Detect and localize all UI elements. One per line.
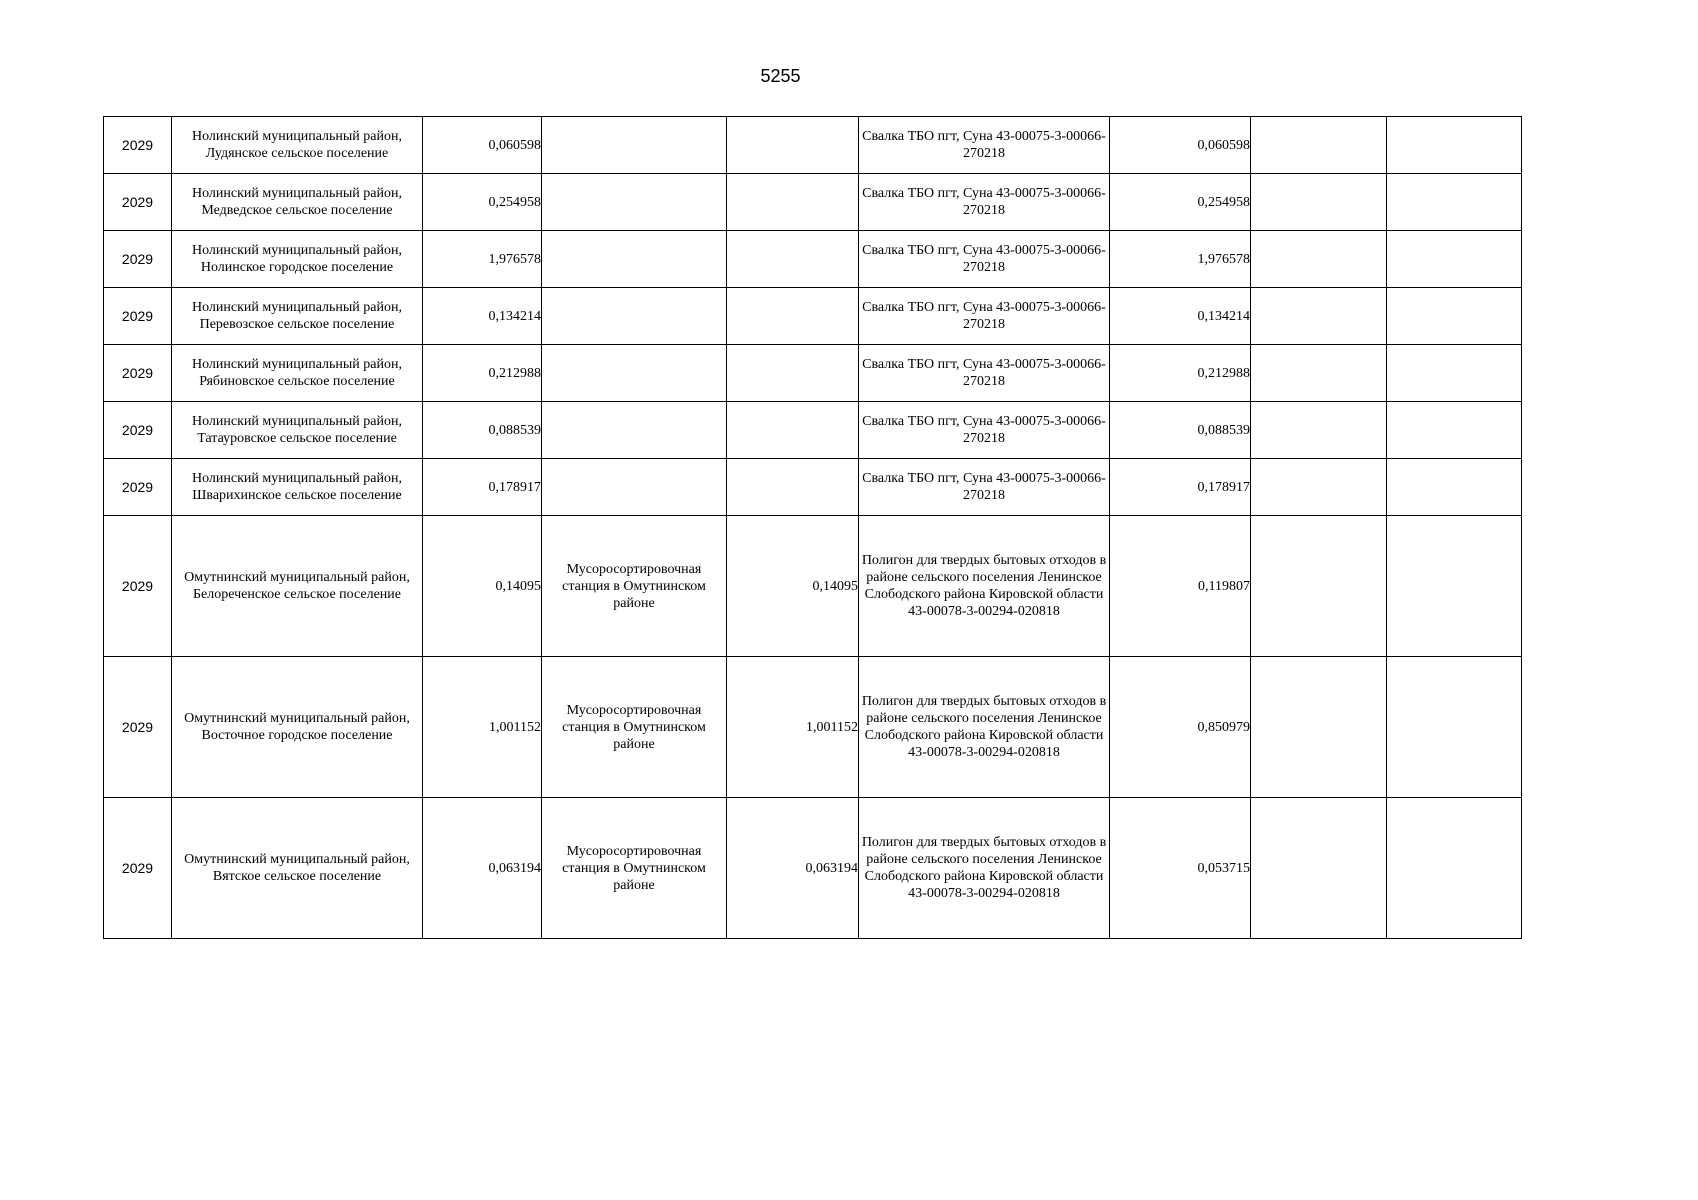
territory-cell: Нолинский муниципальный район, Нолинское городское поселение [172, 231, 423, 288]
facility-cell: Мусоросортировочная станция в Омутнинском районе [542, 516, 727, 657]
territory-cell: Омутнинский муниципальный район, Вятское сельское поселение [172, 798, 423, 939]
table-row [104, 288, 1522, 345]
empty-cell [1387, 798, 1522, 939]
empty-cell [1387, 516, 1522, 657]
table-row [104, 516, 1522, 657]
destination-cell: Полигон для твердых бытовых отходов в районе сельского поселения Ленинское Слободского района Кировской области 43-00078-3-00294-020818 [859, 657, 1110, 798]
value1-cell: 1,001152 [423, 657, 542, 798]
empty-cell [1387, 174, 1522, 231]
value2-cell [727, 345, 859, 402]
destination-cell: Свалка ТБО пгт, Суна 43-00075-3-00066-270218 [859, 174, 1110, 231]
year-cell: 2029 [104, 288, 172, 345]
value3-cell: 0,119807 [1110, 516, 1251, 657]
destination-cell: Свалка ТБО пгт, Суна 43-00075-3-00066-270218 [859, 402, 1110, 459]
empty-cell [1251, 402, 1387, 459]
value2-cell [727, 231, 859, 288]
destination-cell: Полигон для твердых бытовых отходов в районе сельского поселения Ленинское Слободского района Кировской области 43-00078-3-00294-020818 [859, 516, 1110, 657]
empty-cell [1251, 459, 1387, 516]
table-row [104, 174, 1522, 231]
territory-cell: Нолинский муниципальный район, Татауровское сельское поселение [172, 402, 423, 459]
value2-cell: 0,063194 [727, 798, 859, 939]
value1-cell: 0,088539 [423, 402, 542, 459]
value3-cell: 0,254958 [1110, 174, 1251, 231]
territory-cell: Нолинский муниципальный район, Перевозское сельское поселение [172, 288, 423, 345]
empty-cell [1251, 516, 1387, 657]
table-row [104, 459, 1522, 516]
value3-cell: 0,178917 [1110, 459, 1251, 516]
value1-cell: 0,063194 [423, 798, 542, 939]
year-cell: 2029 [104, 231, 172, 288]
value2-cell [727, 402, 859, 459]
territory-cell: Нолинский муниципальный район, Шварихинское сельское поселение [172, 459, 423, 516]
empty-cell [1387, 657, 1522, 798]
table-row [104, 657, 1522, 798]
value1-cell: 0,14095 [423, 516, 542, 657]
year-cell: 2029 [104, 516, 172, 657]
facility-cell: Мусоросортировочная станция в Омутнинском районе [542, 657, 727, 798]
facility-cell [542, 174, 727, 231]
table-row [104, 798, 1522, 939]
empty-cell [1251, 231, 1387, 288]
empty-cell [1387, 288, 1522, 345]
waste-flow-table [103, 116, 1522, 939]
empty-cell [1251, 117, 1387, 174]
value3-cell: 0,060598 [1110, 117, 1251, 174]
facility-cell [542, 345, 727, 402]
empty-cell [1387, 459, 1522, 516]
value3-cell: 0,850979 [1110, 657, 1251, 798]
year-cell: 2029 [104, 174, 172, 231]
destination-cell: Свалка ТБО пгт, Суна 43-00075-3-00066-270218 [859, 117, 1110, 174]
empty-cell [1251, 345, 1387, 402]
value1-cell: 0,178917 [423, 459, 542, 516]
empty-cell [1387, 345, 1522, 402]
table-row [104, 345, 1522, 402]
empty-cell [1387, 402, 1522, 459]
table-row [104, 231, 1522, 288]
territory-cell: Нолинский муниципальный район, Лудянское сельское поселение [172, 117, 423, 174]
empty-cell [1387, 117, 1522, 174]
year-cell: 2029 [104, 402, 172, 459]
territory-cell: Омутнинский муниципальный район, Белореченское сельское поселение [172, 516, 423, 657]
value1-cell: 0,254958 [423, 174, 542, 231]
value3-cell: 1,976578 [1110, 231, 1251, 288]
year-cell: 2029 [104, 657, 172, 798]
facility-cell [542, 117, 727, 174]
value2-cell [727, 117, 859, 174]
value3-cell: 0,088539 [1110, 402, 1251, 459]
destination-cell: Свалка ТБО пгт, Суна 43-00075-3-00066-270218 [859, 288, 1110, 345]
destination-cell: Полигон для твердых бытовых отходов в районе сельского поселения Ленинское Слободского района Кировской области 43-00078-3-00294-020818 [859, 798, 1110, 939]
destination-cell: Свалка ТБО пгт, Суна 43-00075-3-00066-270218 [859, 459, 1110, 516]
facility-cell: Мусоросортировочная станция в Омутнинском районе [542, 798, 727, 939]
value3-cell: 0,212988 [1110, 345, 1251, 402]
value2-cell: 0,14095 [727, 516, 859, 657]
year-cell: 2029 [104, 798, 172, 939]
year-cell: 2029 [104, 117, 172, 174]
facility-cell [542, 402, 727, 459]
facility-cell [542, 288, 727, 345]
empty-cell [1251, 288, 1387, 345]
empty-cell [1251, 798, 1387, 939]
empty-cell [1251, 657, 1387, 798]
table-body [104, 117, 1522, 939]
territory-cell: Нолинский муниципальный район, Рябиновское сельское поселение [172, 345, 423, 402]
value2-cell [727, 459, 859, 516]
year-cell: 2029 [104, 345, 172, 402]
value1-cell: 1,976578 [423, 231, 542, 288]
empty-cell [1387, 231, 1522, 288]
value2-cell [727, 288, 859, 345]
empty-cell [1251, 174, 1387, 231]
value2-cell [727, 174, 859, 231]
value3-cell: 0,053715 [1110, 798, 1251, 939]
value2-cell: 1,001152 [727, 657, 859, 798]
value1-cell: 0,060598 [423, 117, 542, 174]
table-row [104, 117, 1522, 174]
territory-cell: Нолинский муниципальный район, Медведское сельское поселение [172, 174, 423, 231]
value1-cell: 0,134214 [423, 288, 542, 345]
destination-cell: Свалка ТБО пгт, Суна 43-00075-3-00066-270218 [859, 231, 1110, 288]
territory-cell: Омутнинский муниципальный район, Восточное городское поселение [172, 657, 423, 798]
destination-cell: Свалка ТБО пгт, Суна 43-00075-3-00066-270218 [859, 345, 1110, 402]
table-row [104, 402, 1522, 459]
year-cell: 2029 [104, 459, 172, 516]
value3-cell: 0,134214 [1110, 288, 1251, 345]
facility-cell [542, 459, 727, 516]
page-number: 5255 [760, 66, 801, 86]
facility-cell [542, 231, 727, 288]
value1-cell: 0,212988 [423, 345, 542, 402]
